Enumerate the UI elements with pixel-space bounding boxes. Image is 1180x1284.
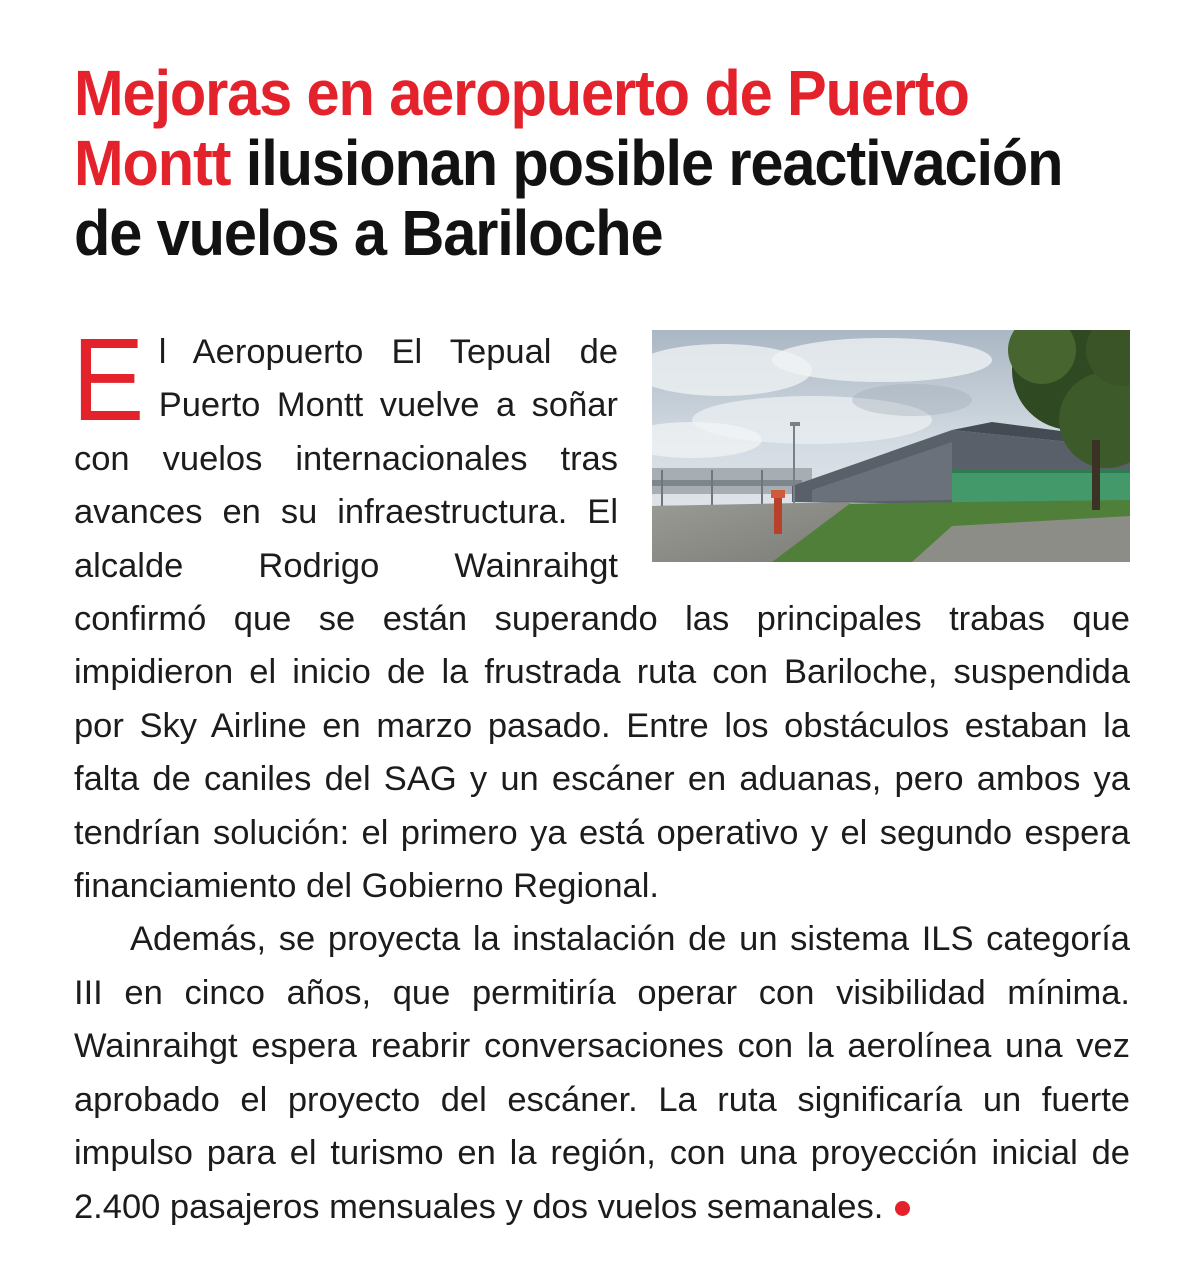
airport-terminal-image <box>652 330 1130 562</box>
headline <box>74 58 1134 268</box>
paragraph-2 <box>74 913 1130 1233</box>
news-article <box>74 58 1130 1234</box>
headline-highlight: Mejoras en aeropuerto de Puerto Montt <box>74 57 969 199</box>
end-mark-icon <box>895 1201 910 1216</box>
article-body <box>72 314 1130 1234</box>
headline-rest: ilusionan posible reactivación de vuelos a Bariloche <box>74 127 1063 269</box>
airport-photo <box>652 330 1130 562</box>
drop-cap: E <box>72 314 145 446</box>
paragraph-1-text: l Aeropuerto El Tepual de Puerto Montt vuelve a soñar con vuelos internacionales tras avances en su infraestructura. El alcalde Rodrigo Wainraihgt confirmó que se están superando las principales trabas que impidieron el inicio de la frustrada ruta con Bariloche, suspendida por Sky Airline en marzo pasado. Entre los obstáculos estaban la falta de caniles del SAG y un escáner en aduanas, pero ambos ya tendrían solución: el primero ya está operativo y el segundo espera financiamiento del Gobierno Regional. <box>74 333 1130 906</box>
paragraph-2-text: Además, se proyecta la instalación de un sistema ILS categoría III en cinco años, que permitiría operar con visibilidad mínima. Wainraihgt espera reabrir conversaciones con la aerolínea una vez aprobado el proyecto del escáner. La ruta significaría un fuerte impulso para el turismo en la región, con una proyección inicial de 2.400 pasajeros mensuales y dos vuelos semanales. <box>74 920 1130 1226</box>
